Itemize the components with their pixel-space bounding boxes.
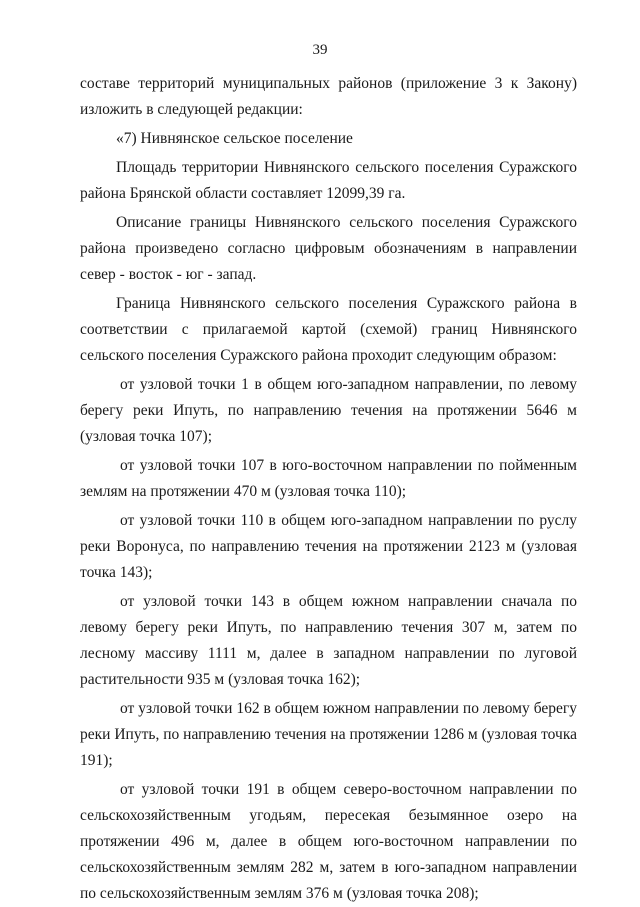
paragraph-point-162: от узловой точки 162 в общем южном направлении по левому берегу реки Ипуть, по направлению течения на протяжении 1286 м (узловая точка 191); bbox=[80, 700, 577, 769]
paragraph-boundary: Граница Нивнянского сельского поселения Суражского района в соответствии с прилагаемой картой (схемой) границ Нивнянского сельского поселения Суражского района проходит следующим образом: bbox=[80, 295, 577, 364]
paragraph-point-191: от узловой точки 191 в общем северо-восточном направлении по сельскохозяйственным угодьям, пересекая безымянное озеро на протяжении 496 м, далее в общем юго-восточном направлении по сельскохозяйственным землям 282 м, затем в юго-западном направлении по сельскохозяйственным землям 376 м (узловая точка 208); bbox=[80, 781, 577, 902]
paragraph-point-1: от узловой точки 1 в общем юго-западном направлении, по левому берегу реки Ипуть, по направлению течения на протяжении 5646 м (узловая точка 107); bbox=[80, 376, 577, 445]
paragraph-point-110: от узловой точки 110 в общем юго-западном направлении по руслу реки Воронуса, по направлению течения на протяжении 2123 м (узловая точка 143); bbox=[80, 512, 577, 581]
paragraph-heading: «7) Нивнянское сельское поселение bbox=[116, 130, 353, 147]
page-number: 39 bbox=[312, 42, 328, 58]
paragraph-description: Описание границы Нивнянского сельского поселения Суражского района произведено согласно цифровым обозначениям в направлении север - восток - юг - запад. bbox=[80, 214, 577, 283]
paragraph-intro: составе территорий муниципальных районов (приложение 3 к Закону) изложить в следующей редакции: bbox=[80, 75, 577, 118]
paragraph-point-107: от узловой точки 107 в юго-восточном направлении по пойменным землям на протяжении 470 м (узловая точка 110); bbox=[80, 457, 577, 500]
paragraph-point-143: от узловой точки 143 в общем южном направлении сначала по левому берегу реки Ипуть, по направлению течения 307 м, затем по лесному массиву 1111 м, далее в западном направлении по луговой растительности 935 м (узловая точка 162); bbox=[80, 593, 577, 688]
paragraph-area: Площадь территории Нивнянского сельского поселения Суражского района Брянской области составляет 12099,39 га. bbox=[80, 159, 577, 202]
document-body bbox=[80, 71, 577, 907]
